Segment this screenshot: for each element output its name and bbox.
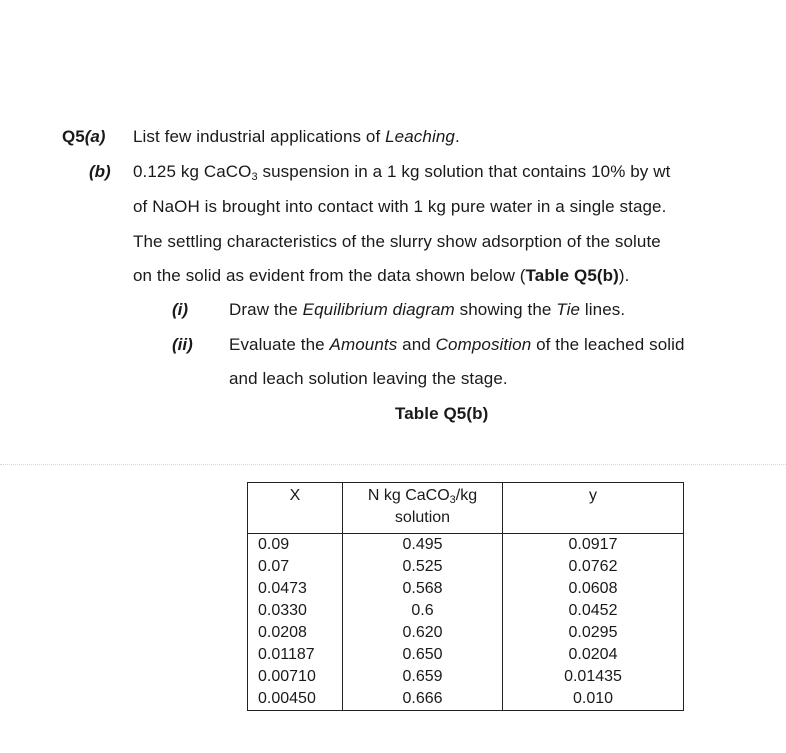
part-b-line-2: of NaOH is brought into contact with 1 kg pure water in a single stage. — [133, 197, 667, 216]
cell-y: 0.01435 — [503, 666, 684, 688]
part-b-line-1: 0.125 kg CaCO$_3$ suspension in a 1 kg solution that contains 10% by wt — [133, 162, 671, 183]
part-a-text: List few industrial applications of Leaching. — [133, 127, 460, 146]
cell-n: 0.620 — [343, 622, 503, 644]
table-caption: Table Q5(b) — [395, 404, 489, 423]
part-b-line-4: on the solid as evident from the data shown below (Table Q5(b)). — [133, 266, 630, 285]
table-row — [248, 534, 684, 557]
cell-y: 0.010 — [503, 688, 684, 711]
cell-x: 0.00450 — [248, 688, 343, 711]
dotted-divider — [0, 464, 786, 465]
cell-y: 0.0762 — [503, 556, 684, 578]
cell-x: 0.01187 — [248, 644, 343, 666]
cell-n: 0.525 — [343, 556, 503, 578]
cell-x: 0.09 — [248, 534, 343, 557]
sub-ii-text: Evaluate the Amounts and Composition of the leached solid — [229, 335, 685, 354]
table-row — [248, 644, 684, 666]
part-a-label: (a) — [84, 127, 106, 146]
cell-n: 0.495 — [343, 534, 503, 557]
question-label-q5a — [62, 127, 105, 147]
cell-n: 0.666 — [343, 688, 503, 711]
table-row — [248, 556, 684, 578]
cell-x: 0.0330 — [248, 600, 343, 622]
cell-n: 0.6 — [343, 600, 503, 622]
sub-ii-label: (ii) — [172, 335, 193, 354]
header-n: N kg CaCO$_3$/kg solution — [343, 483, 503, 534]
sub-ii-text-line-2: and leach solution leaving the stage. — [229, 369, 508, 388]
header-x: X — [248, 483, 343, 534]
cell-y: 0.0452 — [503, 600, 684, 622]
cell-y: 0.0295 — [503, 622, 684, 644]
cell-x: 0.0208 — [248, 622, 343, 644]
data-table — [247, 482, 684, 711]
table-row — [248, 666, 684, 688]
table-row — [248, 688, 684, 711]
cell-n: 0.650 — [343, 644, 503, 666]
cell-n: 0.659 — [343, 666, 503, 688]
part-b-line-3: The settling characteristics of the slurry show adsorption of the solute — [133, 232, 661, 251]
sub-i-label: (i) — [172, 300, 189, 319]
table-row — [248, 600, 684, 622]
part-b-label: (b) — [89, 162, 111, 181]
cell-y: 0.0917 — [503, 534, 684, 557]
cell-n: 0.568 — [343, 578, 503, 600]
table-header-row — [248, 483, 684, 534]
table-row — [248, 622, 684, 644]
cell-y: 0.0608 — [503, 578, 684, 600]
cell-x: 0.0473 — [248, 578, 343, 600]
table-row — [248, 578, 684, 600]
cell-y: 0.0204 — [503, 644, 684, 666]
question-number: Q5 — [62, 127, 85, 146]
cell-x: 0.00710 — [248, 666, 343, 688]
header-y: y — [503, 483, 684, 534]
cell-x: 0.07 — [248, 556, 343, 578]
sub-i-text: Draw the Equilibrium diagram showing the Tie lines. — [229, 300, 626, 319]
